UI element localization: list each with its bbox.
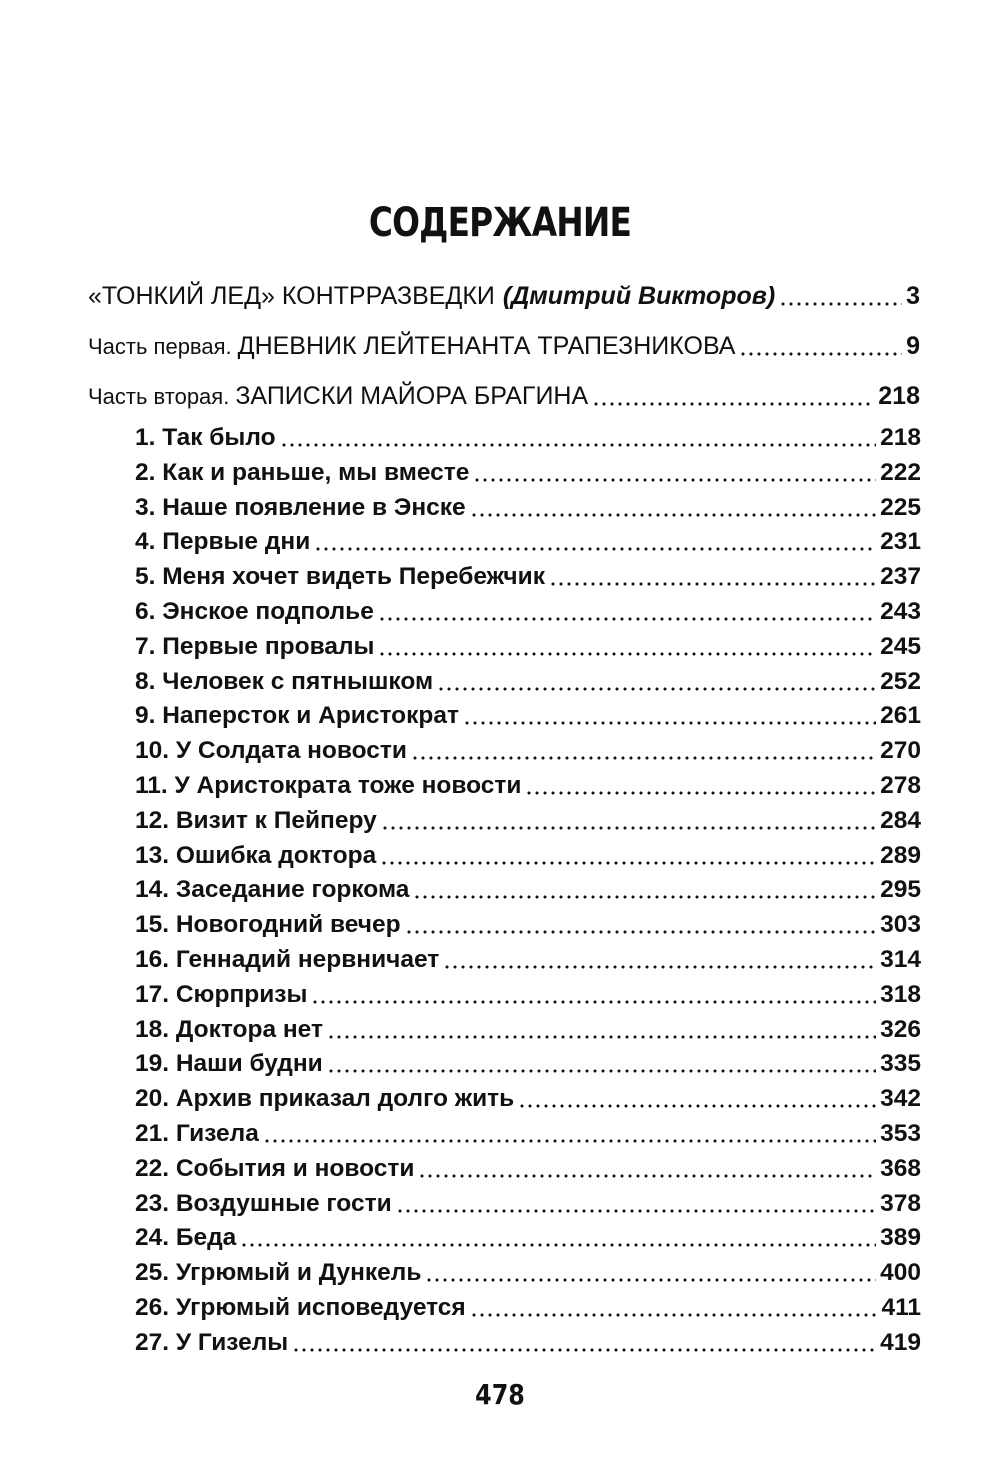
toc-page-number: 318 (880, 980, 921, 1008)
toc-chapter-entry (135, 946, 921, 974)
dot-leader (381, 826, 876, 830)
toc-chapter-title: 3. Наше появление в Энске (135, 493, 466, 521)
toc-chapter-entry (135, 1085, 921, 1113)
toc-chapter-title: 21. Гизела (135, 1120, 259, 1147)
toc-entry-part-two (88, 382, 920, 411)
toc-part-prefix: Часть первая. (88, 334, 232, 359)
toc-page-number: 218 (878, 382, 920, 410)
toc-page-number: 326 (880, 1015, 921, 1043)
toc-chapter-entry (135, 772, 921, 800)
toc-page-number: 9 (906, 332, 920, 360)
dot-leader (405, 930, 877, 934)
toc-page-number: 278 (880, 772, 921, 799)
toc-chapter-entry (135, 981, 921, 1009)
toc-page-number: 225 (880, 493, 921, 521)
toc-chapter-entry (135, 1050, 921, 1078)
toc-chapter-title: 20. Архив приказал долго жить (135, 1085, 515, 1113)
toc-page-number: 368 (880, 1154, 921, 1182)
dot-leader (518, 1104, 876, 1108)
toc-chapter-entry (135, 563, 921, 591)
dot-leader (525, 791, 876, 795)
toc-chapter-entry (135, 842, 921, 870)
toc-entry-title: ДНЕВНИК ЛЕЙТЕНАНТА ТРАПЕЗНИКОВА (237, 332, 736, 360)
dot-leader (327, 1035, 876, 1039)
dot-leader (470, 513, 876, 517)
toc-chapter-entry (135, 598, 921, 626)
dot-leader (473, 478, 876, 482)
toc-page-number: 231 (880, 528, 921, 556)
toc-chapter-entry (135, 1224, 921, 1252)
dot-leader (396, 1209, 876, 1213)
dot-leader (418, 1174, 876, 1178)
dot-leader (380, 861, 876, 865)
dot-leader (437, 687, 876, 691)
toc-chapter-entry (135, 459, 921, 487)
toc-chapter-title: 10. У Солдата новости (135, 737, 407, 765)
toc-page-number: 389 (880, 1224, 921, 1252)
toc-chapter-entry (135, 633, 921, 661)
toc-entry-title: ЗАПИСКИ МАЙОРА БРАГИНА (235, 382, 589, 410)
toc-entry-preface (88, 282, 920, 311)
toc-chapter-entry (135, 1190, 921, 1218)
dot-leader (549, 582, 876, 586)
toc-page-number: 335 (880, 1050, 921, 1078)
toc-chapter-title: 2. Как и раньше, мы вместе (135, 458, 470, 486)
toc-page-number: 237 (880, 563, 921, 591)
toc-chapter-entry (135, 1294, 921, 1322)
dot-leader (739, 352, 902, 356)
page-title: СОДЕРЖАНИЕ (368, 200, 632, 246)
dot-leader (240, 1243, 876, 1247)
dot-leader (327, 1069, 876, 1073)
toc-chapter-title: 26. Угрюмый исповедуется (135, 1294, 466, 1321)
toc-chapter-entry (135, 1120, 921, 1148)
toc-page-number: 314 (880, 946, 921, 973)
toc-page-number: 3 (906, 282, 920, 310)
toc-chapter-entry (135, 1016, 921, 1044)
dot-leader (311, 1000, 876, 1004)
toc-page-number: 270 (880, 737, 921, 765)
toc-page-number: 261 (880, 702, 921, 730)
toc-chapter-entry (135, 911, 921, 939)
toc-page-number: 353 (880, 1120, 921, 1147)
toc-chapter-title: 5. Меня хочет видеть Перебежчик (135, 563, 545, 591)
toc-part-prefix: Часть вторая. (88, 384, 230, 409)
toc-page-number: 245 (880, 632, 921, 660)
dot-leader (443, 965, 876, 969)
toc-page-number: 218 (880, 424, 921, 451)
page-number: 478 (475, 1378, 525, 1411)
toc-chapter-title: 16. Геннадий нервничает (135, 946, 440, 973)
dot-leader (280, 443, 877, 447)
dot-leader (378, 617, 876, 621)
toc-page-number: 342 (880, 1085, 921, 1113)
toc-chapter-title: 22. События и новости (135, 1154, 415, 1182)
toc-chapter-title: 9. Наперсток и Аристократ (135, 702, 459, 730)
dot-leader (263, 1139, 876, 1143)
toc-chapter-title: 4. Первые дни (135, 528, 311, 556)
toc-page-number: 222 (880, 458, 921, 486)
toc-chapter-title: 1. Так было (135, 424, 276, 451)
toc-chapter-title: 27. У Гизелы (135, 1328, 289, 1356)
dot-leader (425, 1278, 876, 1282)
toc-chapter-title: 25. Угрюмый и Дункель (135, 1259, 422, 1287)
toc-chapter-title: 13. Ошибка доктора (135, 841, 377, 869)
toc-chapter-entry (135, 424, 921, 452)
toc-chapter-entry (135, 807, 921, 835)
toc-chapter-title: 23. Воздушные гости (135, 1189, 392, 1217)
toc-page-number: 289 (880, 841, 921, 869)
toc-chapter-title: 17. Сюрпризы (135, 980, 308, 1008)
toc-chapter-title: 6. Энское подполье (135, 598, 374, 625)
toc-chapter-title: 12. Визит к Пейперу (135, 806, 377, 834)
dot-leader (314, 547, 876, 551)
toc-entry-title: «ТОНКИЙ ЛЕД» КОНТРРАЗВЕДКИ (88, 282, 495, 310)
toc-page-number: 295 (880, 876, 921, 904)
toc-entry-author: (Дмитрий Викторов) (502, 282, 776, 310)
toc-chapter-entry (135, 1259, 921, 1287)
dot-leader (292, 1348, 876, 1352)
toc-page-number: 284 (880, 806, 921, 834)
toc-chapter-title: 18. Доктора нет (135, 1015, 323, 1043)
toc-chapter-title: 8. Человек с пятнышком (135, 667, 434, 695)
toc-page-number: 419 (880, 1328, 921, 1356)
toc-chapter-title: 11. У Аристократа тоже новости (135, 772, 522, 799)
toc-page-number: 411 (881, 1294, 921, 1321)
dot-leader (378, 652, 876, 656)
toc-entry-part-one (88, 332, 920, 361)
toc-chapter-entry (135, 1155, 921, 1183)
toc-chapter-entry (135, 528, 921, 556)
toc-page-number: 400 (880, 1259, 921, 1287)
toc-page-number: 378 (880, 1189, 921, 1217)
dot-leader (411, 756, 876, 760)
dot-leader (463, 721, 876, 725)
toc-page-number: 252 (880, 667, 921, 695)
dot-leader (779, 302, 902, 306)
toc-chapter-entry (135, 668, 921, 696)
dot-leader (413, 895, 876, 899)
toc-chapter-title: 7. Первые провалы (135, 632, 375, 660)
toc-chapter-entry (135, 702, 921, 730)
toc-chapter-entry (135, 1329, 921, 1357)
toc-page-number: 243 (880, 598, 921, 625)
toc-chapter-title: 14. Заседание горкома (135, 876, 410, 904)
dot-leader (470, 1313, 878, 1317)
dot-leader (592, 402, 874, 406)
toc-chapter-entry (135, 737, 921, 765)
toc-chapter-title: 24. Беда (135, 1224, 237, 1252)
toc-chapter-entry (135, 494, 921, 522)
toc-page-number: 303 (880, 911, 921, 939)
toc-chapter-title: 15. Новогодний вечер (135, 911, 401, 939)
toc-chapter-entry (135, 876, 921, 904)
toc-chapter-title: 19. Наши будни (135, 1050, 323, 1078)
